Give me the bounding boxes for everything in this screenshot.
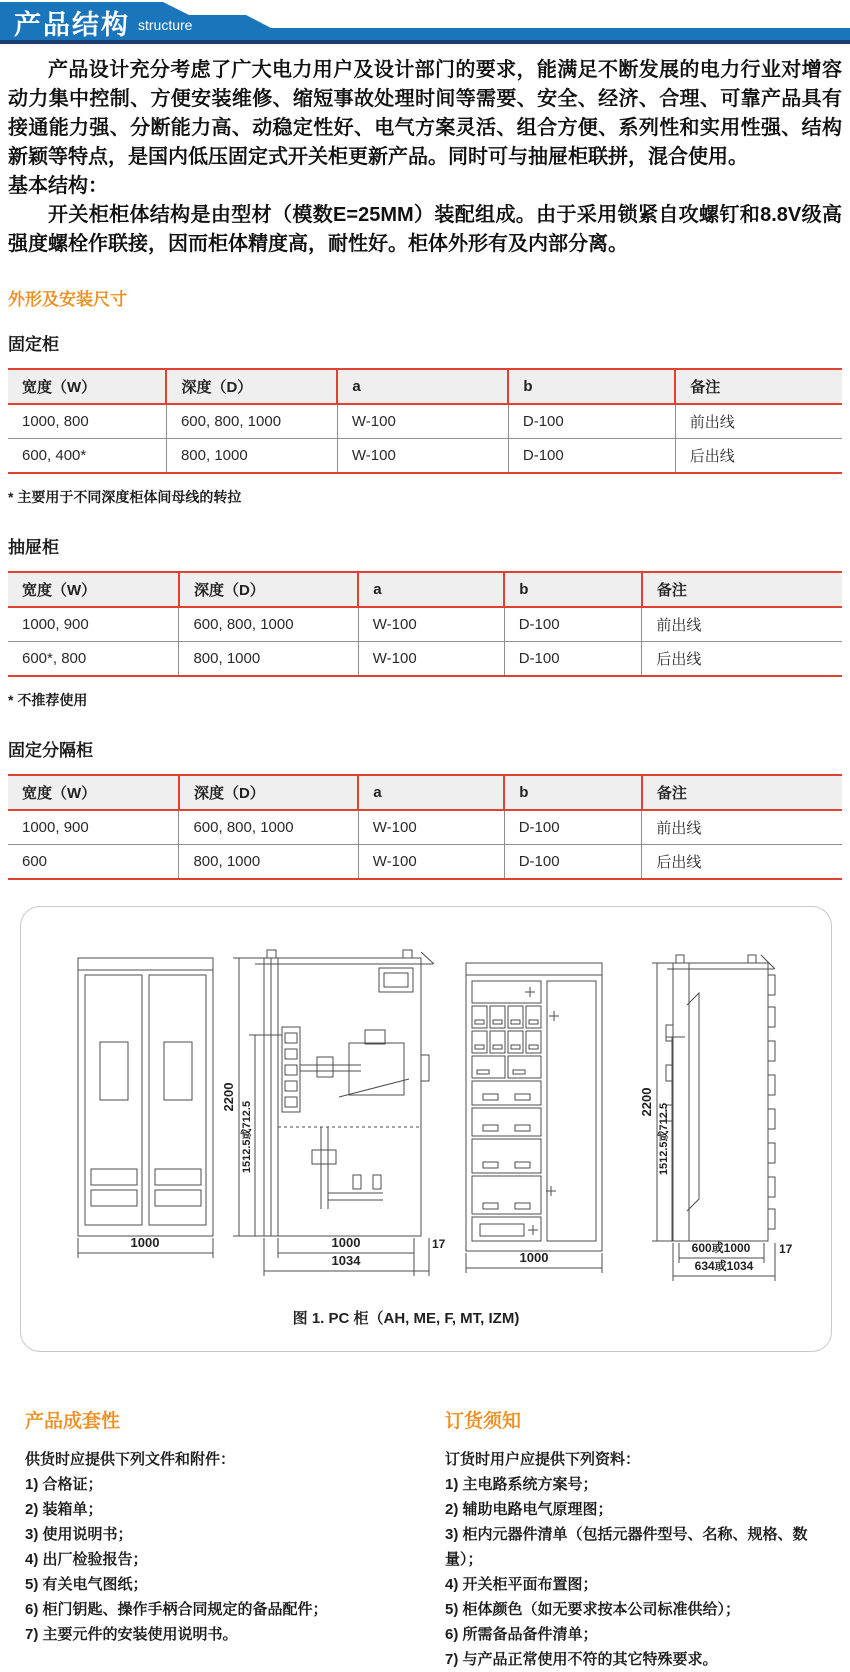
col-header-depth: 深度（D） bbox=[179, 775, 358, 810]
dim-label: 17 bbox=[779, 1242, 793, 1256]
bottom-section bbox=[8, 1406, 842, 1672]
section-partial-dim bbox=[239, 1035, 282, 1236]
drawer-cabinet-table-title: 抽屉柜 bbox=[8, 538, 59, 557]
partition-cabinet-table bbox=[8, 774, 842, 880]
side-view-drawing bbox=[639, 955, 793, 1281]
col-header-depth: 深度（D） bbox=[166, 369, 337, 404]
table-row bbox=[8, 642, 842, 677]
partition-cabinet-table-title: 固定分隔柜 bbox=[8, 741, 93, 760]
col-header-b: b bbox=[508, 369, 675, 404]
table-cell: D-100 bbox=[504, 642, 642, 677]
list-item: 3) 柜内元器件清单（包括元器件型号、名称、规格、数量）； bbox=[445, 1526, 808, 1568]
figure-panel bbox=[20, 906, 832, 1352]
section-bottom-dims bbox=[264, 1235, 446, 1276]
table-cell: 800, 1000 bbox=[179, 845, 358, 880]
front-width-dim bbox=[78, 1235, 213, 1258]
table-row bbox=[8, 810, 842, 845]
dim-label: 1000 bbox=[331, 1235, 361, 1250]
col-header-b: b bbox=[504, 775, 642, 810]
table-header-row bbox=[8, 775, 842, 810]
col-header-a: a bbox=[358, 572, 504, 607]
dim-label: 1512.5或712.5 bbox=[658, 1102, 670, 1176]
basic-structure-label: 基本结构： bbox=[8, 175, 108, 197]
dim-label: 17 bbox=[432, 1237, 446, 1251]
section-height-dim bbox=[221, 958, 264, 1236]
page-banner bbox=[0, 0, 850, 44]
table-cell: 后出线 bbox=[642, 642, 842, 677]
list-item: 5) 柜体颜色（如无要求按本公司标准供给）； bbox=[445, 1601, 741, 1618]
table-header-row bbox=[8, 369, 842, 404]
cabinet-technical-drawing bbox=[21, 907, 833, 1353]
dim-label: 1000 bbox=[519, 1250, 549, 1265]
col-header-depth: 深度（D） bbox=[179, 572, 358, 607]
list-item: 6) 所需备品备件清单； bbox=[445, 1626, 598, 1643]
table-row bbox=[8, 439, 842, 474]
table-cell: D-100 bbox=[504, 607, 642, 642]
table-cell: D-100 bbox=[508, 439, 675, 474]
ordering-column bbox=[445, 1406, 842, 1672]
col-header-a: a bbox=[337, 369, 508, 404]
table-cell: 800, 1000 bbox=[179, 642, 358, 677]
table-cell: W-100 bbox=[358, 642, 504, 677]
col-header-width: 宽度（W） bbox=[22, 379, 97, 396]
front-view-drawing bbox=[78, 958, 213, 1258]
fixed-cabinet-footnote: * 主要用于不同深度柜体间母线的转拉 bbox=[8, 489, 242, 505]
dim-label: 2200 bbox=[639, 1087, 654, 1117]
list-item: 6) 柜门钥匙、操作手柄合同规定的备品配件； bbox=[25, 1601, 328, 1618]
dim-label: 2200 bbox=[221, 1082, 236, 1112]
side-section-drawing bbox=[221, 950, 446, 1276]
table-cell: 后出线 bbox=[675, 439, 842, 474]
dim-label: 634或1034 bbox=[694, 1259, 754, 1273]
table-row bbox=[8, 404, 842, 439]
table-cell: W-100 bbox=[337, 404, 508, 439]
col-header-note: 备注 bbox=[642, 775, 842, 810]
list-item: 7) 与产品正常使用不符的其它特殊要求。 bbox=[445, 1651, 718, 1668]
drawer-width-dim bbox=[466, 1250, 602, 1273]
list-item: 3) 使用说明书； bbox=[25, 1526, 133, 1543]
figure-caption: 图 1. PC 柜（AH, ME, F, MT, IZM) bbox=[292, 1310, 520, 1327]
completeness-heading: 产品成套性 bbox=[25, 1411, 121, 1432]
table-cell: 前出线 bbox=[675, 404, 842, 439]
drawer-cabinet-footnote: * 不推荐使用 bbox=[8, 692, 88, 708]
completeness-intro: 供货时应提供下列文件和附件： bbox=[25, 1451, 236, 1468]
list-item: 1) 主电路系统方案号； bbox=[445, 1476, 598, 1493]
table-cell: 前出线 bbox=[642, 607, 842, 642]
drawer-front-drawing bbox=[466, 963, 602, 1273]
table-cell: 600, 800, 1000 bbox=[166, 404, 337, 439]
list-item: 7) 主要元件的安装使用说明书。 bbox=[25, 1626, 238, 1643]
list-item: 2) 辅助电路电气原理图； bbox=[445, 1501, 613, 1518]
page-title: 产品结构 bbox=[14, 10, 130, 40]
drawer-cabinet-table bbox=[8, 571, 842, 677]
dim-label: 1000 bbox=[130, 1235, 160, 1250]
col-header-b: b bbox=[504, 572, 642, 607]
col-header-a: a bbox=[358, 775, 504, 810]
col-header-note: 备注 bbox=[642, 572, 842, 607]
side-bottom-dims bbox=[673, 1240, 793, 1281]
fixed-cabinet-table bbox=[8, 368, 842, 474]
dim-label: 1512.5或712.5 bbox=[241, 1100, 253, 1174]
table-cell: 600, 800, 1000 bbox=[179, 810, 358, 845]
table-cell: 1000, 900 bbox=[22, 819, 89, 836]
table-cell: 前出线 bbox=[642, 810, 842, 845]
table-cell: 1000, 900 bbox=[22, 616, 89, 633]
ordering-intro: 订货时用户应提供下列资料： bbox=[445, 1451, 641, 1468]
table-cell: D-100 bbox=[504, 845, 642, 880]
table-row bbox=[8, 845, 842, 880]
table-cell: 600, 400* bbox=[22, 447, 87, 464]
table-cell: D-100 bbox=[508, 404, 675, 439]
table-header-row bbox=[8, 572, 842, 607]
list-item: 1) 合格证； bbox=[25, 1476, 103, 1493]
page-subtitle: structure bbox=[138, 17, 193, 33]
fixed-cabinet-table-title: 固定柜 bbox=[8, 335, 59, 354]
ordering-heading: 订货须知 bbox=[445, 1411, 522, 1432]
col-header-width: 宽度（W） bbox=[22, 582, 97, 599]
list-item: 4) 开关柜平面布置图； bbox=[445, 1576, 598, 1593]
dim-label: 1034 bbox=[331, 1253, 361, 1268]
table-cell: W-100 bbox=[337, 439, 508, 474]
table-cell: W-100 bbox=[358, 845, 504, 880]
table-cell: W-100 bbox=[358, 810, 504, 845]
col-header-note: 备注 bbox=[675, 369, 842, 404]
list-item: 5) 有关电气图纸； bbox=[25, 1576, 148, 1593]
table-cell: 600*, 800 bbox=[22, 650, 87, 667]
dim-label: 600或1000 bbox=[691, 1241, 751, 1255]
table-cell: 600 bbox=[22, 853, 48, 870]
side-height-dim bbox=[639, 963, 673, 1241]
basic-structure-paragraph: 开关柜柜体结构是由型材（模数E=25MM）装配组成。由于采用锁紧自攻螺钉和8.8V级高强度螺栓作联接，因而柜体精度高，耐性好。柜体外形有及内部分离。 bbox=[8, 204, 842, 255]
col-header-width: 宽度（W） bbox=[22, 785, 97, 802]
intro-paragraph: 产品设计充分考虑了广大电力用户及设计部门的要求，能满足不断发展的电力行业对增容动力集中控制、方便安装维修、缩短事故处理时间等需要、安全、经济、合理、可靠产品具有接通能力强、分断能力高、动稳定性好、电气方案灵活、组合方便、系列性和实用性强、结构新颖等特点，是国内低压固定式开关柜更新产品。同时可与抽屉柜联拼，混合使用。 bbox=[8, 59, 842, 168]
table-row bbox=[8, 607, 842, 642]
dimensions-section-heading: 外形及安装尺寸 bbox=[8, 290, 127, 309]
table-cell: 600, 800, 1000 bbox=[179, 607, 358, 642]
table-cell: 后出线 bbox=[642, 845, 842, 880]
table-cell: 1000, 800 bbox=[22, 413, 89, 430]
list-item: 4) 出厂检验报告； bbox=[25, 1551, 148, 1568]
table-cell: D-100 bbox=[504, 810, 642, 845]
page-content bbox=[0, 56, 850, 1672]
completeness-column bbox=[25, 1406, 445, 1672]
table-cell: 800, 1000 bbox=[166, 439, 337, 474]
side-partial-dim bbox=[656, 1037, 685, 1241]
table-cell: W-100 bbox=[358, 607, 504, 642]
list-item: 2) 装箱单； bbox=[25, 1501, 103, 1518]
